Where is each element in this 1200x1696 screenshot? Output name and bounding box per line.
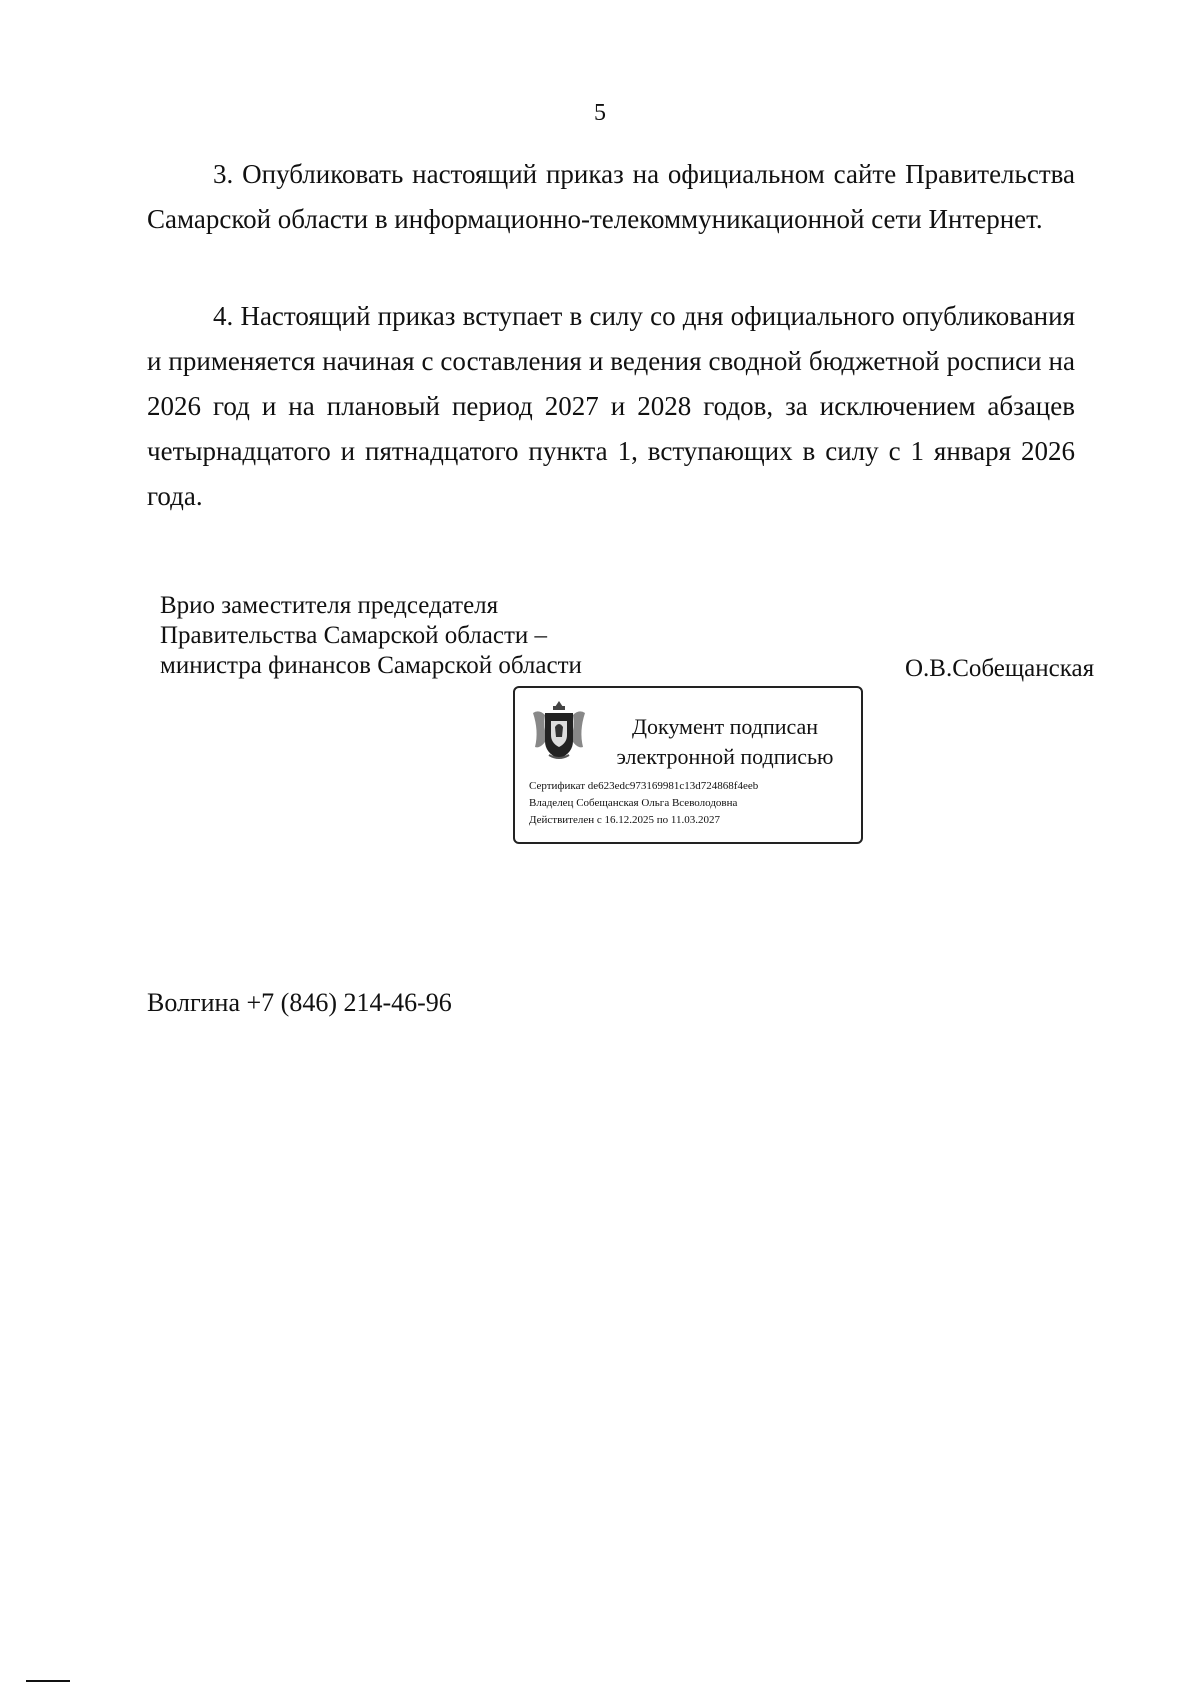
paragraph-4-text: Настоящий приказ вступает в силу со дня официального опубликования и применяется начиная с составления и ведения сводной бюджетной росписи на 2026 год и на плановый период 2027 и 2028 годов, за исключением абзацев четырнадцатого и пятнадцатого пункта 1, вступающих в силу с 1 января 2026 года. (147, 301, 1075, 511)
paragraph-3 (147, 152, 1075, 242)
stamp-validity: Действителен с 16.12.2025 по 11.03.2027 (529, 814, 720, 826)
stamp-heading-line-2: электронной подписью (616, 744, 834, 769)
page-number: 5 (594, 100, 606, 126)
stamp-details (529, 778, 758, 829)
signatory-title-line-1: Врио заместителя председателя (160, 592, 499, 619)
coat-of-arms-icon (529, 699, 589, 763)
paragraph-4 (147, 294, 1075, 519)
paragraph-4-number: 4. (213, 301, 234, 331)
electronic-signature-stamp (513, 686, 863, 844)
executor-contact: Волгина +7 (846) 214-46-96 (147, 988, 452, 1017)
signatory-name: О.В.Собещанская (905, 655, 1095, 682)
paragraph-3-number: 3. (213, 159, 234, 189)
footer-mark (26, 1680, 70, 1682)
paragraph-3-text: Опубликовать настоящий приказ на официальном сайте Правительства Самарской области в информационно-телекоммуникационной сети Интернет. (147, 159, 1076, 234)
stamp-owner: Владелец Собещанская Ольга Всеволодовна (529, 797, 738, 809)
stamp-certificate: Сертификат de623edc973169981c13d724868f4eeb (529, 780, 759, 792)
signatory-title-line-2: Правительства Самарской области – (160, 622, 548, 649)
stamp-heading-line-1: Документ подписан (631, 714, 819, 739)
signatory-title-line-3: министра финансов Самарской области (160, 652, 582, 679)
stamp-heading (595, 712, 855, 772)
signatory-title (160, 591, 582, 681)
